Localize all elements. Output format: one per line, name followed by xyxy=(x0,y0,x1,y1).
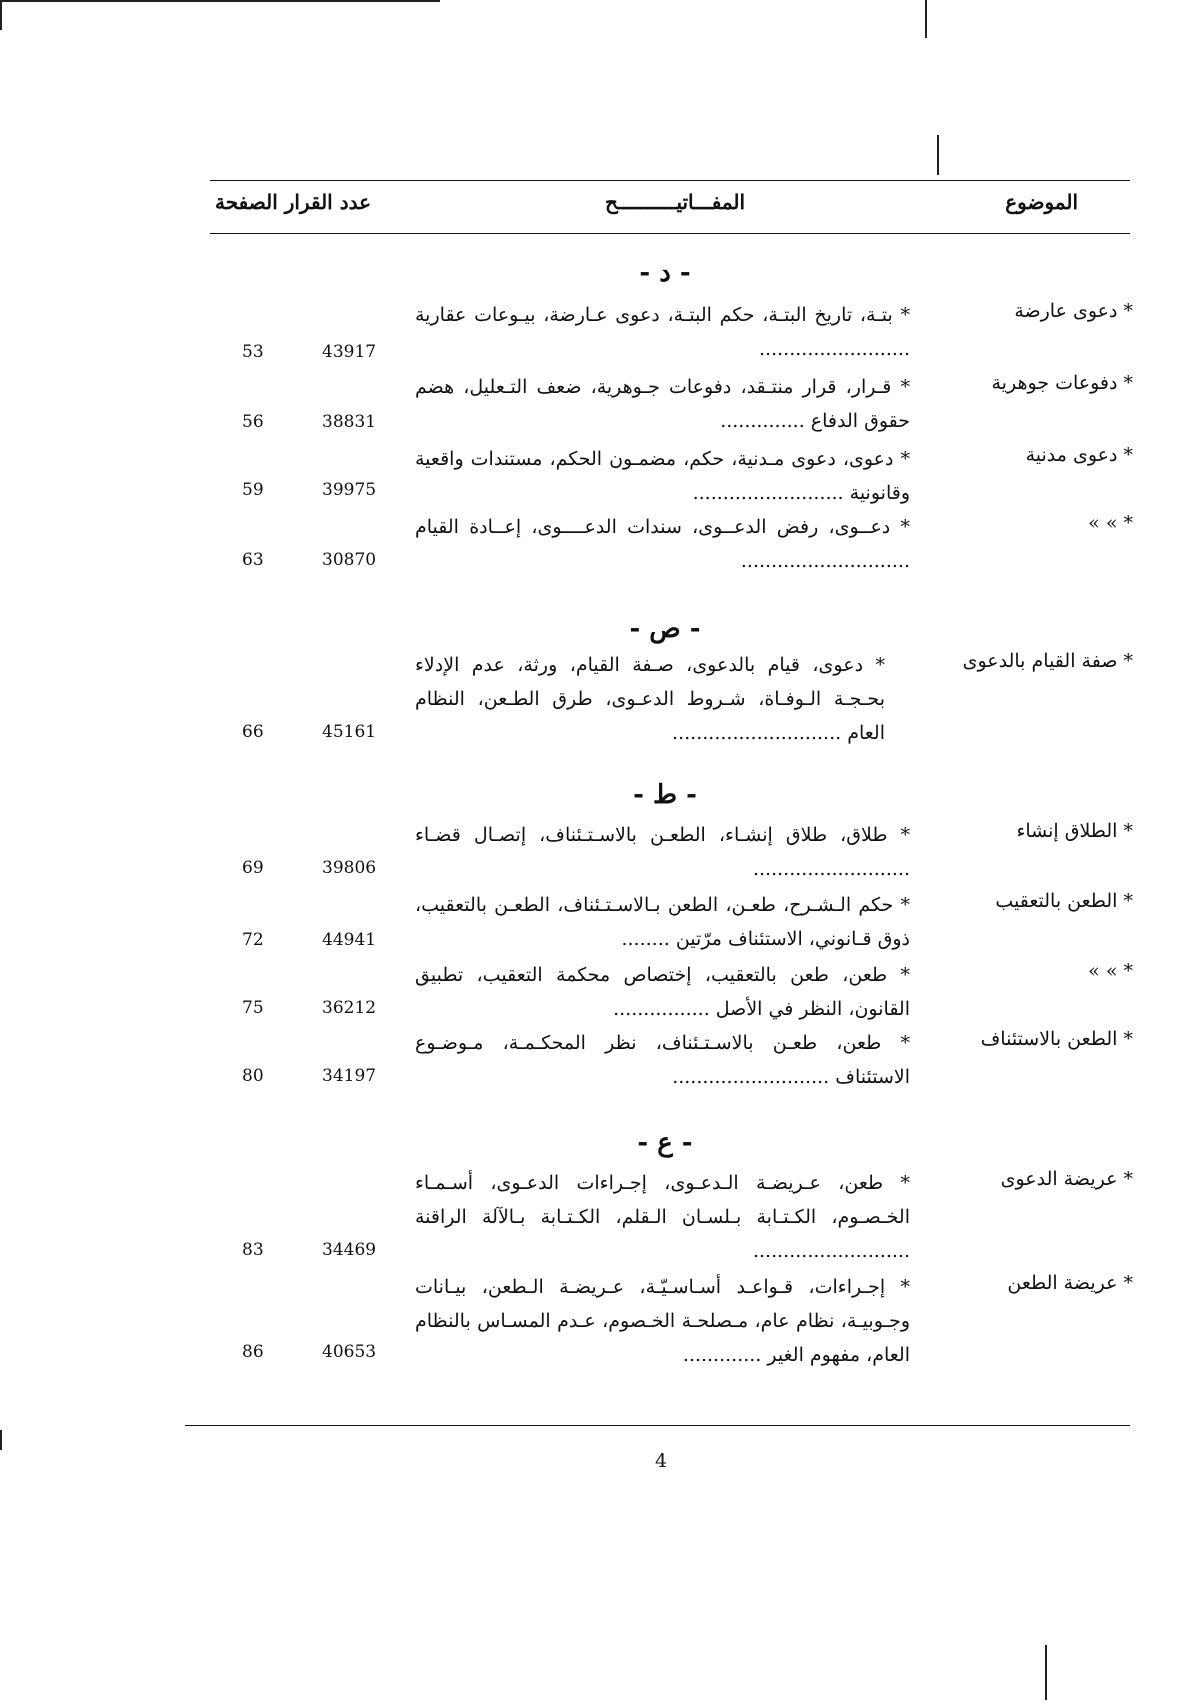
page-number: 75 xyxy=(242,998,264,1018)
entry-keywords: * قـرار، قرار منتـقد، دفوعات جـوهرية، ضعف التـعليل، هضم حقوق الدفاع .............. xyxy=(415,376,910,432)
decision-number: 44941 xyxy=(322,930,377,950)
entry-keywords: * طلاق، طلاق إنشـاء، الطعـن بالاسـتـئناف، إتصـال قضـاء .......................... xyxy=(415,824,910,880)
subject-column-header: الموضوع xyxy=(1005,190,1078,214)
entry-keywords: * طعن، طعن بالتعقيب، إختصاص محكمة التعقيب، تطبيق القانون، النظر في الأصل ................ xyxy=(415,964,910,1020)
entry-subject: * الطلاق إنشاء xyxy=(1016,820,1133,842)
entry-subject: * دفوعات جوهرية xyxy=(991,372,1133,394)
entry-subject: * الطعن بالاستئناف xyxy=(980,1028,1133,1050)
header-rule-bottom xyxy=(210,233,1130,234)
section-letter: - د - xyxy=(639,258,691,288)
decision-number: 34197 xyxy=(322,1066,377,1086)
footer-rule xyxy=(185,1425,1130,1426)
page-number: 80 xyxy=(242,1066,264,1086)
entry-keywords: * بتـة، تاريخ البتـة، حكم البتـة، دعوى عـارضة، بيـوعات عقارية ......................... xyxy=(415,304,910,360)
entry-keywords: * إجـراءات، قـواعـد أسـاسـيّـة، عـريضـة الـطعن، بيـانات وجـوبيـة، نظام عام، مـصلحـة الخـصوم، عـدم المسـاس بالنظام العام، مفهوم الغير ............. xyxy=(415,1276,910,1366)
decision-number: 34469 xyxy=(322,1240,377,1260)
page-number: 66 xyxy=(242,722,264,742)
page-number: 69 xyxy=(242,858,264,878)
entry-subject: * دعوى عارضة xyxy=(1014,300,1133,322)
section-letter: - ص - xyxy=(629,614,701,644)
page-number: 56 xyxy=(242,412,264,432)
section-letter: - ط - xyxy=(633,780,697,810)
page-number: 59 xyxy=(242,480,264,500)
page-number: 83 xyxy=(242,1240,264,1260)
decision-number: 39806 xyxy=(322,858,377,878)
entry-subject: * عريضة الدعوى xyxy=(1000,1168,1133,1190)
decision-page-column-header: عدد القرار الصفحة xyxy=(215,190,372,214)
entry-keywords: * طعن، عـريضـة الـدعـوى، إجـراءات الدعـوى، أسـمـاء الخـصـوم، الكـتـابة بـلسـان الـقلم، الكـتـابة بـالآلة الراقنة .......................... xyxy=(415,1172,910,1262)
entry-keywords: * طعن، طعـن بالاسـتـئناف، نظر المحكـمـة، مـوضـوع الاستئناف .......................... xyxy=(415,1032,910,1088)
page-number: 63 xyxy=(242,550,264,570)
entry-subject: * صفة القيام بالدعوى xyxy=(962,650,1133,672)
entry-keywords: * حكم الـشـرح، طعـن، الطعن بـالاسـتـئناف، الطعـن بالتعقيب، ذوق قـانوني، الاستئناف مرّتين ........ xyxy=(415,894,910,950)
page-number: 72 xyxy=(242,930,264,950)
entry-keywords: * دعوى، دعوى مـدنية، حكم، مضمـون الحكم، مستندات واقعية وقانونية ......................... xyxy=(415,448,910,504)
decision-number: 45161 xyxy=(322,722,377,742)
decision-number: 39975 xyxy=(322,480,377,500)
header-rule-top xyxy=(210,180,1130,181)
entry-subject: * » » xyxy=(1088,512,1133,534)
entry-keywords: * دعوى، قيام بالدعوى، صـفة القيام، ورثة، عدم الإدلاء بحـجـة الـوفـاة، شـروط الدعـوى، طرق الطـعن، النظام العام ............................ xyxy=(415,654,885,744)
decision-number: 43917 xyxy=(322,342,377,362)
entry-subject: * دعوى مدنية xyxy=(1025,444,1133,466)
entry-subject: * » » xyxy=(1088,960,1133,982)
decision-number: 30870 xyxy=(322,550,377,570)
keywords-column-header: المفـــاتيــــــــــح xyxy=(604,190,746,214)
page-number: 86 xyxy=(242,1342,264,1362)
decision-number: 36212 xyxy=(322,998,377,1018)
page-number: 53 xyxy=(242,342,264,362)
decision-number: 38831 xyxy=(322,412,377,432)
decision-number: 40653 xyxy=(322,1342,377,1362)
footer-page-number: 4 xyxy=(655,1450,668,1472)
entry-keywords: * دعــوى، رفض الدعــوى، سندات الدعــــوى، إعــادة القيام ............................ xyxy=(415,516,910,572)
entry-subject: * عريضة الطعن xyxy=(1007,1272,1133,1294)
section-letter: - ع - xyxy=(637,1128,693,1158)
entry-subject: * الطعن بالتعقيب xyxy=(995,890,1133,912)
